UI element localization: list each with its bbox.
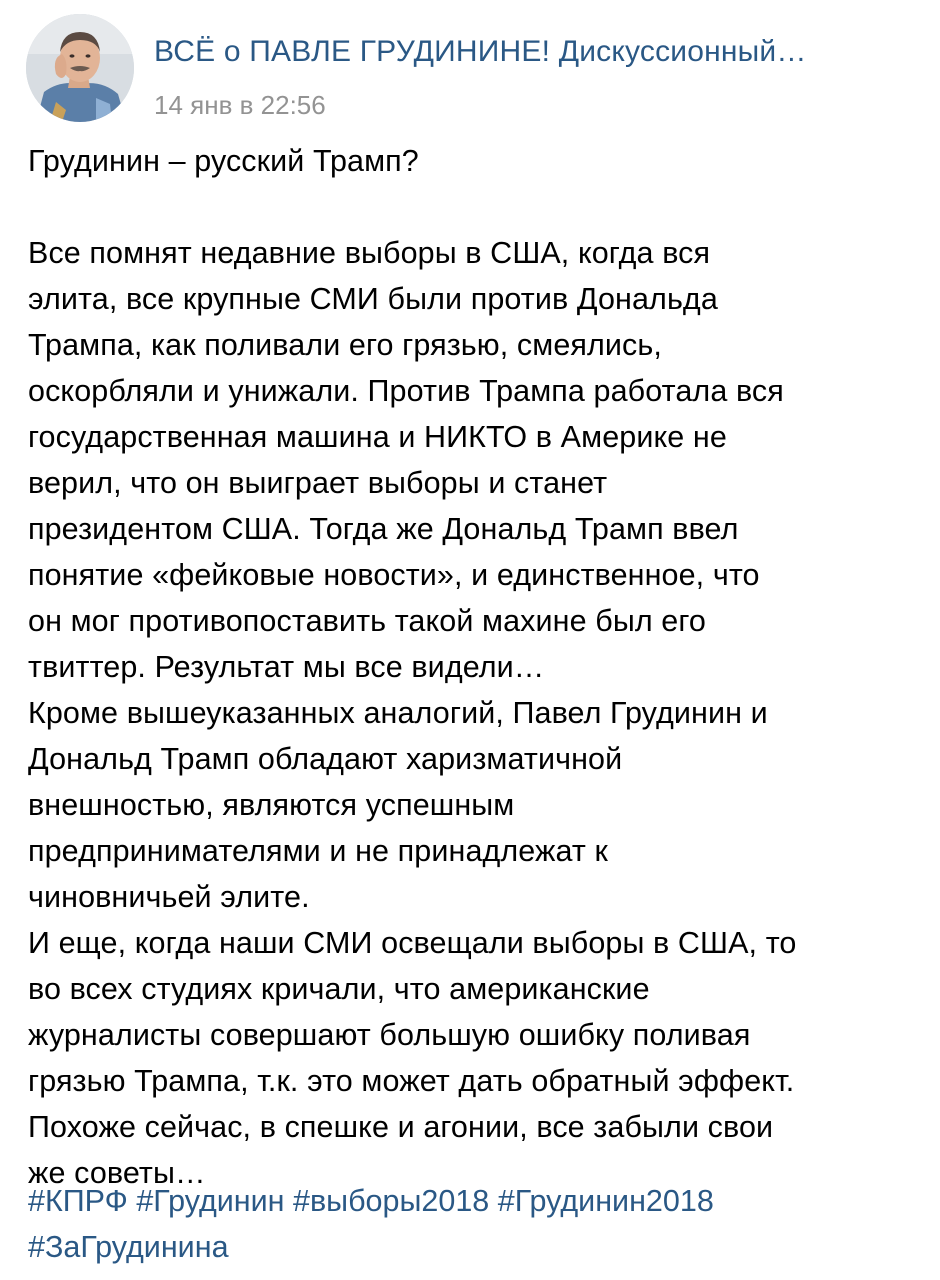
post-text-line: Грудинин – русский Трамп? — [28, 144, 419, 178]
paragraph-spacer — [28, 184, 918, 230]
post-text — [28, 138, 918, 1196]
post-text-line: журналисты совершают большую ошибку поливая — [28, 1018, 751, 1052]
hashtag-zagrudinina[interactable]: #ЗаГрудинина — [28, 1230, 229, 1264]
post-text-line: Дональд Трамп обладают харизматичной — [28, 742, 623, 776]
hashtag-grudinin2018[interactable]: #Грудинин2018 — [497, 1184, 714, 1218]
post-text-line: чиновничьей элите. — [28, 880, 310, 914]
post-text-line: Похоже сейчас, в спешке и агонии, все забыли свои — [28, 1110, 774, 1144]
post-text-line: во всех студиях кричали, что американские — [28, 972, 650, 1006]
hashtag-kprf[interactable]: #КПРФ — [28, 1184, 128, 1218]
post-text-line: твиттер. Результат мы все видели… — [28, 650, 545, 684]
post-text-line: элита, все крупные СМИ были против Дональда — [28, 282, 718, 316]
post-text-line: верил, что он выиграет выборы и станет — [28, 466, 608, 500]
post-text-line: внешностью, являются успешным — [28, 788, 515, 822]
post-text-line: Все помнят недавние выборы в США, когда вся — [28, 236, 711, 270]
hashtags — [28, 1178, 918, 1270]
hashtag-line — [28, 1224, 918, 1270]
post-text-line: Кроме вышеуказанных аналогий, Павел Грудинин и — [28, 696, 768, 730]
group-name-link[interactable]: ВСЁ о ПАВЛЕ ГРУДИНИНЕ! Дискуссионный… — [154, 35, 807, 68]
post-text-line: президентом США. Тогда же Дональд Трамп ввел — [28, 512, 739, 546]
post-header — [26, 14, 916, 126]
post-text-line: он мог противопоставить такой махине был его — [28, 604, 706, 638]
post-text-line: предпринимателями и не принадлежат к — [28, 834, 609, 868]
post-text-line: грязью Трампа, т.к. это может дать обратный эффект. — [28, 1064, 795, 1098]
post-text-line: государственная машина и НИКТО в Америке не — [28, 420, 727, 454]
post-text-line: И еще, когда наши СМИ освещали выборы в США, то — [28, 926, 797, 960]
post-text-line: Трампа, как поливали его грязью, смеялись, — [28, 328, 662, 362]
avatar-photo-icon — [26, 14, 134, 122]
post-text-line: же советы… — [28, 1156, 206, 1190]
post-text-line: понятие «фейковые новости», и единственное, что — [28, 558, 760, 592]
post-text-line: оскорбляли и унижали. Против Трампа работала вся — [28, 374, 784, 408]
group-avatar[interactable] — [26, 14, 134, 122]
post-date[interactable]: 14 янв в 22:56 — [154, 90, 326, 120]
hashtag-grudinin[interactable]: #Грудинин — [136, 1184, 285, 1218]
hashtag-vybory2018[interactable]: #выборы2018 — [293, 1184, 490, 1218]
hashtag-line — [28, 1178, 918, 1224]
